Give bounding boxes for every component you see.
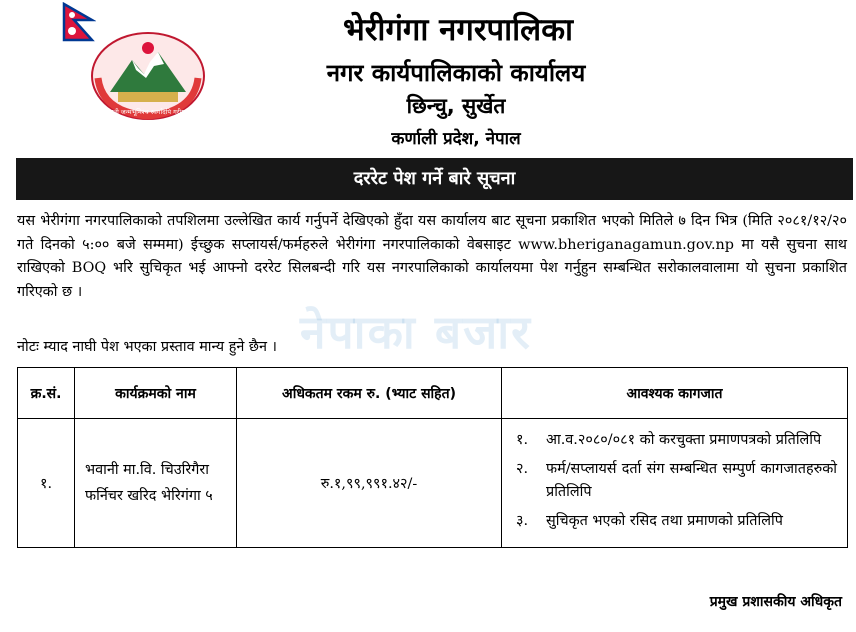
document-item [516, 510, 837, 533]
table-row [18, 419, 848, 548]
cell-documents [502, 419, 848, 548]
cell-program-name: भवानी मा.वि. चिउरिगैरा फर्निचर खरिद भेरिगंगा ५ [75, 419, 237, 548]
document-number: २. [516, 461, 529, 477]
table-header-row [18, 368, 848, 419]
municipality-name: भेरीगंगा नगरपालिका [342, 12, 574, 48]
document-number: ३. [516, 513, 529, 529]
office-location: छिन्चु, सुर्खेत [406, 94, 506, 118]
cell-sn: १. [18, 419, 75, 548]
notice-body: यस भेरीगंगा नगरपालिकाको तपशिलमा उल्लेखित कार्य गर्नुपर्ने देखिएको हुँदा यस कार्यालय बाट सूचना प्रकाशित भएको मितिले ७ दिन भित्र (मिति २०८१/१२/२० गते दिनको ५:०० बजे सम्ममा) ईच्छुक सप्लायर्स/फर्महरुले भेरीगंगा नगरपालिकाको वेबसाइट www.bheriganagamun.gov.np मा यसै सुचना साथ राखिएको BOQ भरि सुचिकृत भई आफ्नो दररेट सिलबन्दी गरि यस नगरपालिकाको कार्यालयमा पेश गर्नुहुन सम्बन्धित सरोकालवालामा यो सुचना प्रकाशित गरिएको छ । [17, 213, 847, 300]
notice-title: दररेट पेश गर्ने बारे सूचना [16, 158, 853, 200]
signatory-title: प्रमुख प्रशासकीय अधिकृत [709, 594, 842, 610]
document-text: सुचिकृत भएको रसिद तथा प्रमाणको प्रतिलिपि [546, 513, 783, 529]
document-item [516, 429, 837, 452]
office-name: नगर कार्यपालिकाको कार्यालय [326, 59, 586, 87]
svg-text:जननी जन्मभूमिश्च स्वर्गादपि गर: जननी जन्मभूमिश्च स्वर्गादपि गरीयसी [105, 108, 191, 116]
requirements-table [17, 367, 848, 548]
document-text: फर्म/सप्लायर्स दर्ता संग सम्बन्धित सम्पुर्ण कागजातहरुको प्रतिलिपि [546, 461, 837, 500]
document-item [516, 458, 837, 504]
col-header-sn: क्र.सं. [18, 368, 75, 419]
cell-amount: रु.१,९९,९९१.४२/- [237, 419, 502, 548]
col-header-documents: आवश्यक कागजात [502, 368, 848, 419]
document-text: आ.व.२०८०/०८१ को करचुक्ता प्रमाणपत्रको प्रतिलिपि [546, 432, 822, 448]
watermark: नेपाका बजार [300, 305, 532, 359]
notice-note: नोटः म्याद नाघी पेश भएका प्रस्ताव मान्य हुने छैन । [17, 339, 277, 355]
document-number: १. [516, 432, 529, 448]
province-country: कर्णाली प्रदेश, नेपाल [391, 129, 521, 149]
col-header-program: कार्यक्रमको नाम [75, 368, 237, 419]
col-header-amount: अधिकतम रकम रु. (भ्याट सहित) [237, 368, 502, 419]
